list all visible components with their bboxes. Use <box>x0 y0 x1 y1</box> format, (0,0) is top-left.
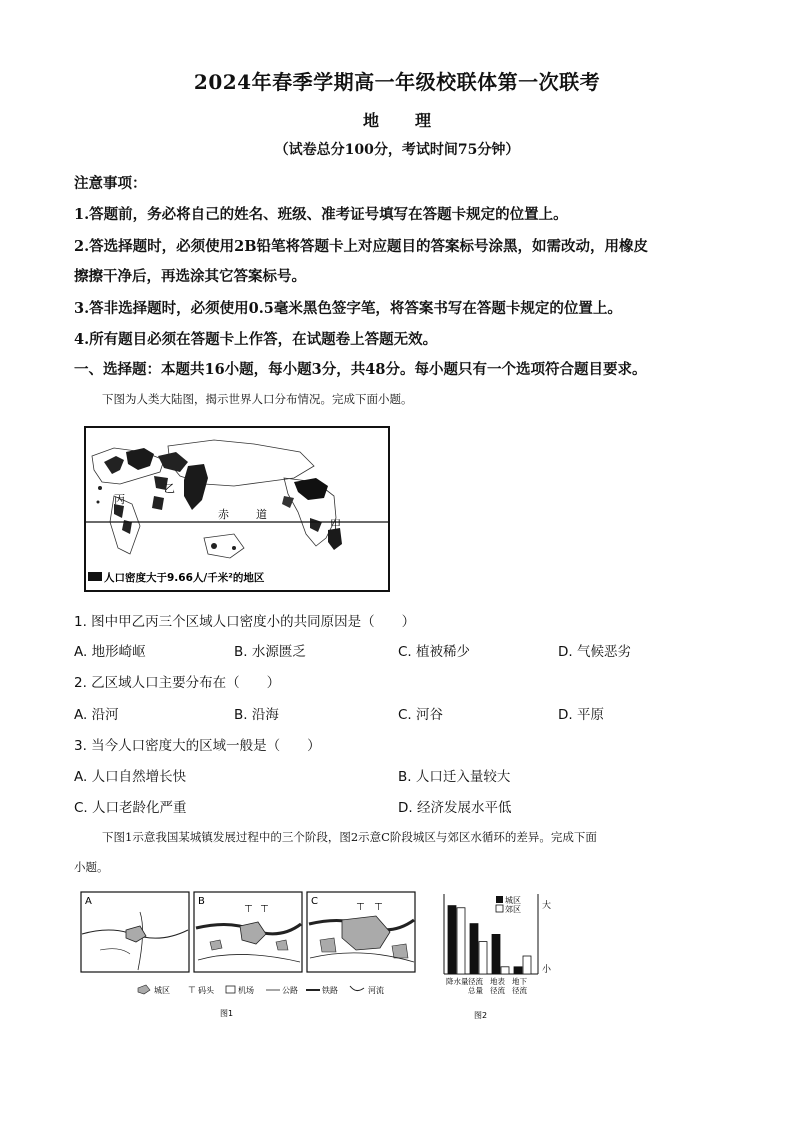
legend-urban-swatch <box>496 896 503 903</box>
legend-suburb-swatch <box>496 905 503 912</box>
bar-urban <box>470 924 478 974</box>
legend-suburb-label: 郊区 <box>505 905 521 914</box>
option-d[interactable]: D. 平原 <box>558 707 604 723</box>
label-yi: 乙 <box>164 482 175 495</box>
legend-urban-label: 城区 <box>505 896 521 905</box>
notice-item: 2.答选择题时，必须使用2B铅笔将答题卡上对应题目的答案标号涂黑，如需改动，用橡皮 <box>74 238 648 255</box>
urban-b2 <box>210 940 222 950</box>
panel-c-label: C <box>311 896 318 907</box>
urban-c3 <box>392 944 408 958</box>
category-label: 径流 <box>468 977 483 986</box>
axis-high-label: 大 <box>542 901 552 911</box>
dock-icon: ⊤ <box>244 904 253 915</box>
bar-urban <box>514 967 522 974</box>
category-label: 径流 <box>512 986 527 995</box>
figure2-caption: 图2 <box>474 1011 488 1020</box>
dock-icon: ⊤ <box>356 902 365 913</box>
dense-area <box>211 543 217 549</box>
figure1-caption: 图1 <box>220 1009 234 1018</box>
axis-low-label: 小 <box>542 965 552 975</box>
category-label: 降水量 <box>446 977 469 986</box>
notice-item: 3.答非选择题时，必须使用0.5毫米黑色签字笔，将答案书写在答题卡规定的位置上。 <box>74 300 622 317</box>
legend-dock-icon: ⊤ <box>188 986 196 996</box>
option-c[interactable]: C. 河谷 <box>398 707 444 723</box>
option-a[interactable]: A. 人口自然增长快 <box>74 769 187 785</box>
legend-urban-icon <box>138 985 150 994</box>
option-b[interactable]: B. 人口迁入量较大 <box>398 769 511 785</box>
notice-heading: 注意事项： <box>74 175 147 192</box>
subject-char-1: 地 <box>362 111 379 130</box>
dense-area <box>232 546 236 550</box>
panel-b-label: B <box>198 896 205 907</box>
question-stem: 1. 图中甲乙丙三个区域人口密度小的共同原因是（ ） <box>74 614 416 630</box>
category-label: 地下 <box>512 977 527 986</box>
label-bing: 丙 <box>114 493 125 506</box>
option-b[interactable]: B. 沿海 <box>234 707 279 723</box>
group2-intro-line2: 小题。 <box>74 860 109 874</box>
category-labels <box>446 976 527 995</box>
option-a[interactable]: A. 沿河 <box>74 707 119 723</box>
notice-item: 4.所有题目必须在答题卡上作答，在试题卷上答题无效。 <box>74 331 438 348</box>
legend-airport: 机场 <box>238 986 254 995</box>
dock-icon: ⊤ <box>260 904 269 915</box>
figure2-water-cycle-chart <box>440 892 560 1022</box>
legend-river: 河流 <box>368 986 384 995</box>
legend-dock: 码头 <box>198 986 214 995</box>
panel-a-label: A <box>85 896 92 907</box>
notice-item: 擦擦干净后，再选涂其它答案标号。 <box>74 268 306 285</box>
legend-urban: 城区 <box>154 986 170 995</box>
bars-group <box>448 906 531 974</box>
group1-intro: 下图为人类大陆图，揭示世界人口分布情况。完成下面小题。 <box>102 392 413 406</box>
option-c[interactable]: C. 植被稀少 <box>398 644 471 660</box>
bar-suburb <box>479 942 487 974</box>
option-c[interactable]: C. 人口老龄化严重 <box>74 800 187 816</box>
question-stem: 3. 当今人口密度大的区域一般是（ ） <box>74 738 321 754</box>
option-d[interactable]: D. 经济发展水平低 <box>398 800 512 816</box>
category-label: 径流 <box>490 986 505 995</box>
urban-b3 <box>276 940 288 950</box>
label-jia: 甲 <box>330 518 341 531</box>
exam-note: （试卷总分100分，考试时间75分钟） <box>274 142 520 158</box>
legend-road: 公路 <box>282 986 298 995</box>
bar-urban <box>492 934 500 974</box>
category-label: 总量 <box>468 986 483 995</box>
legend-railway: 铁路 <box>322 986 338 995</box>
legend-swatch <box>88 572 102 581</box>
equator-label-2: 道 <box>256 508 267 521</box>
equator-label-1: 赤 <box>218 508 229 521</box>
question-stem: 2. 乙区域人口主要分布在（ ） <box>74 675 281 691</box>
legend-airport-icon <box>226 986 235 993</box>
page-title: 2024年春季学期高一年级校联体第一次联考 <box>193 70 601 94</box>
group2-intro-line1: 下图1示意我国某城镇发展过程中的三个阶段，图2示意C阶段城区与郊区水循环的差异。完成下面 <box>102 830 597 844</box>
category-label: 地表 <box>490 977 505 986</box>
bar-suburb <box>523 956 531 974</box>
section-heading: 一、选择题：本题共16小题，每小题3分，共48分。每小题只有一个选项符合题目要求。 <box>74 361 647 378</box>
subject-char-2: 理 <box>415 111 432 130</box>
dense-area <box>97 501 100 504</box>
map-legend-text: 人口密度大于9.66人/千米²的地区 <box>104 572 265 584</box>
option-b[interactable]: B. 水源匮乏 <box>234 644 306 660</box>
bar-urban <box>448 906 456 974</box>
dock-icon: ⊤ <box>374 902 383 913</box>
legend-river-icon <box>350 986 364 991</box>
option-d[interactable]: D. 气候恶劣 <box>558 644 631 660</box>
dense-area <box>98 486 102 490</box>
notice-item: 1.答题前，务必将自己的姓名、班级、准考证号填写在答题卡规定的位置上。 <box>74 206 568 223</box>
bar-suburb <box>457 908 465 974</box>
dense-area <box>152 496 164 510</box>
subject-heading <box>0 108 794 131</box>
figure1-town-stages <box>80 890 430 1020</box>
world-population-map <box>84 426 390 592</box>
urban-c2 <box>320 938 336 952</box>
option-a[interactable]: A. 地形崎岖 <box>74 644 146 660</box>
bar-suburb <box>501 967 509 974</box>
